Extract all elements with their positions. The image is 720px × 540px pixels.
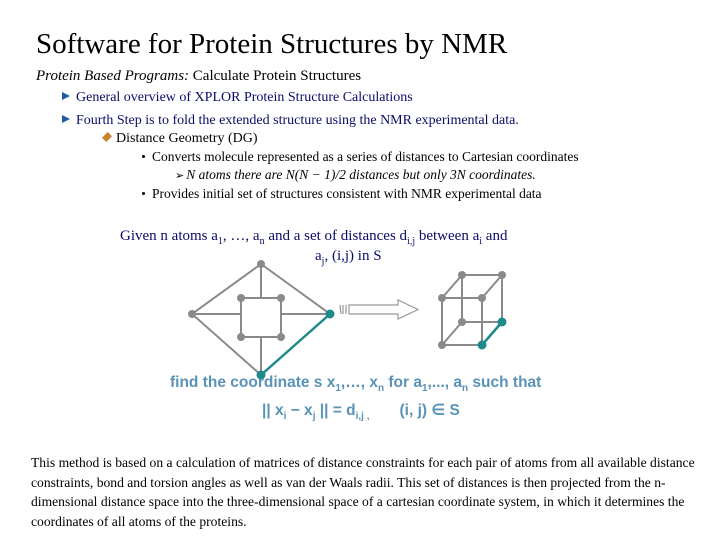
formula-text: (i, j) ∈ S bbox=[399, 402, 460, 419]
formula-sub: 1 bbox=[335, 383, 341, 395]
formula-sub: j bbox=[312, 411, 316, 423]
formula-text: for a bbox=[384, 374, 422, 391]
node bbox=[458, 318, 466, 326]
formula-text: || x bbox=[262, 402, 284, 419]
node bbox=[257, 260, 265, 268]
highlight-edges bbox=[261, 314, 330, 375]
given-text: and bbox=[482, 228, 508, 244]
given-text: , (i,j) in S bbox=[324, 248, 382, 264]
formula-text: ,..., a bbox=[427, 374, 463, 391]
transform-arrow-icon bbox=[340, 300, 418, 319]
given-text: , …, a bbox=[222, 228, 260, 244]
node-highlight bbox=[326, 310, 335, 319]
formula-text: − x bbox=[286, 402, 313, 419]
distance-graph-diagram bbox=[192, 264, 330, 375]
formula-sub: i,j , bbox=[355, 411, 370, 423]
description-paragraph: This method is based on a calculation of matrices of distance constraints for each pair of atoms from all available distance constraints, bond and torsion angles as well as van der Waals radii. This set of distances is then projected from the n-dimensional distance space into the three-dimensional space of a cartesian coordinate system, in which it determines the coordinates of all atoms of the proteins. bbox=[31, 455, 695, 529]
formula-line-2 bbox=[262, 401, 460, 422]
inner-square bbox=[241, 298, 281, 337]
node bbox=[237, 333, 245, 341]
formula-text: ,…, x bbox=[340, 374, 378, 391]
given-text: and a set of distances d bbox=[264, 228, 408, 244]
node-highlight bbox=[478, 341, 487, 350]
formula-line-1 bbox=[170, 374, 541, 394]
formula-sub: n bbox=[377, 383, 385, 395]
node bbox=[277, 333, 285, 341]
bullet-overview-text: General overview of XPLOR Protein Structure Calculations bbox=[76, 90, 413, 105]
cube-coordinate-diagram bbox=[442, 275, 502, 345]
node bbox=[237, 294, 245, 302]
bullet-provides-text: Provides initial set of structures consistent with NMR experimental data bbox=[152, 186, 542, 201]
edge bbox=[442, 275, 462, 298]
bullet-dg-text: Distance Geometry (DG) bbox=[116, 131, 258, 146]
subtitle-rest: Calculate Protein Structures bbox=[189, 68, 362, 84]
formula-text: find the coordinate s x bbox=[170, 374, 336, 391]
formula-text: such that bbox=[468, 374, 542, 391]
given-text: Given n atoms a bbox=[120, 228, 218, 244]
node bbox=[478, 294, 486, 302]
bullet-natoms-text: N atoms there are N(N − 1)/2 distances but only 3N coordinates. bbox=[186, 167, 536, 182]
given-sub: 1 bbox=[217, 236, 223, 247]
given-text: a bbox=[315, 248, 322, 264]
formula-sub: i bbox=[283, 411, 287, 423]
bullet-fourth-step-text: Fourth Step is to fold the extended structure using the NMR experimental data. bbox=[76, 113, 519, 128]
edge-highlight bbox=[482, 322, 502, 345]
edge bbox=[482, 275, 502, 298]
given-sub: n bbox=[259, 236, 265, 247]
bullet-converts-text: Converts molecule represented as a series of distances to Cartesian coordinates bbox=[152, 149, 579, 164]
node bbox=[438, 341, 446, 349]
node bbox=[188, 310, 196, 318]
node bbox=[498, 271, 506, 279]
given-text: between a bbox=[415, 228, 480, 244]
formula-sub: n bbox=[462, 383, 469, 395]
edge bbox=[442, 322, 462, 345]
given-sub: j bbox=[321, 256, 325, 267]
edge-highlight bbox=[261, 314, 330, 375]
formula-sub: 1 bbox=[421, 383, 428, 395]
given-sub: i bbox=[479, 236, 483, 247]
formula-text: || = d bbox=[315, 402, 356, 419]
slide-title: Software for Protein Structures by NMR bbox=[36, 28, 508, 60]
subtitle-prefix: Protein Based Programs: bbox=[36, 68, 190, 84]
arrow-bullet-icon: ➢ bbox=[175, 170, 185, 182]
node-highlight bbox=[498, 318, 507, 327]
node bbox=[277, 294, 285, 302]
node bbox=[458, 271, 466, 279]
given-sub: i,j bbox=[407, 236, 416, 247]
node bbox=[438, 294, 446, 302]
